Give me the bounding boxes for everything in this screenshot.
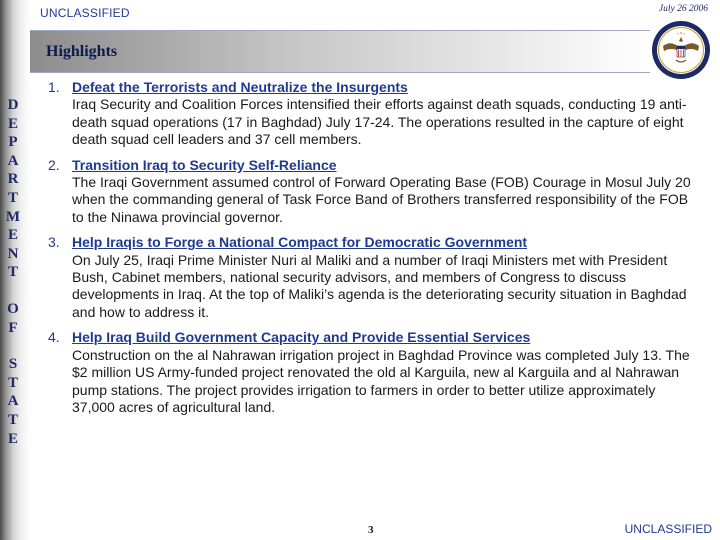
sidebar-letter: T — [7, 189, 18, 206]
department-of-state-seal-icon — [651, 20, 711, 80]
sidebar-letter: M — [5, 208, 21, 225]
sidebar-letter: T — [7, 374, 18, 391]
page-title: Highlights — [46, 43, 118, 60]
sidebar-letter: T — [7, 264, 18, 281]
page-number: 3 — [368, 524, 374, 536]
item-title: Help Iraq Build Government Capacity and Provide Essential Services — [72, 329, 531, 346]
document-date: July 26 2006 — [658, 4, 708, 14]
item-number: 3. — [48, 234, 60, 251]
title-band — [30, 30, 650, 73]
sidebar-letter: T — [7, 411, 18, 428]
list-item — [48, 79, 698, 149]
sidebar-letter: D — [7, 97, 19, 113]
item-body: The Iraqi Government assumed control of Forward Operating Base (FOB) Courage in Mosul July 20 when the commanding general of Task Force Band of Brothers transferred responsibility of the FOB to the Ninawa provincial governor. — [72, 174, 691, 225]
item-title: Help Iraqis to Forge a National Compact for Democratic Government — [72, 234, 528, 251]
list-item — [48, 234, 698, 321]
item-title: Transition Iraq to Security Self-Reliance — [72, 156, 337, 173]
sidebar-letter: F — [8, 319, 18, 336]
sidebar-letter: O — [7, 300, 19, 317]
item-body: On July 25, Iraqi Prime Minister Nuri al Maliki and a number of Iraqi Ministers met with President Bush, Cabinet members, national security advisors, and members of Congress to discuss developments in Iraq. At the top of Maliki’s agenda is the deteriorating security situation in Baghdad and how to address it. — [72, 251, 687, 320]
item-number: 1. — [48, 79, 60, 95]
sidebar-letter: N — [7, 245, 19, 262]
item-body: Iraq Security and Coalition Forces intensified their efforts against death squads, conducting 19 anti-death squad operations (17 in Baghdad) July 17-24. The operations resulted in the capture of eight death squad cell leaders and 37 cell members. — [72, 96, 687, 148]
sidebar-letter: E — [7, 227, 18, 244]
sidebar-letter: A — [7, 393, 19, 410]
department-of-state-vertical-text — [0, 96, 26, 448]
classification-label-bottom: UNCLASSIFIED — [624, 522, 712, 536]
sidebar-letter: P — [8, 134, 18, 151]
item-number: 4. — [48, 329, 60, 346]
list-item — [48, 329, 698, 416]
sidebar-letter: E — [7, 430, 18, 447]
sidebar-letter: A — [7, 152, 19, 169]
item-title: Defeat the Terrorists and Neutralize the Insurgents — [72, 79, 408, 95]
item-body: Construction on the al Nahrawan irrigation project in Baghdad Province was completed July 13. The $2 million US Army-funded project renovated the old al Karguila, new al Karguila and al Nahrawan pump stations. The project provides irrigation to farmers in order to better utilize approximately 37,000 acres of agricultural land. — [72, 346, 690, 415]
highlights-list — [48, 79, 698, 424]
list-item — [48, 157, 698, 227]
sidebar-letter: R — [7, 171, 19, 188]
sidebar-letter: S — [8, 356, 18, 373]
classification-label-top: UNCLASSIFIED — [40, 6, 130, 20]
item-number: 2. — [48, 156, 60, 173]
sidebar-letter: E — [7, 115, 18, 132]
